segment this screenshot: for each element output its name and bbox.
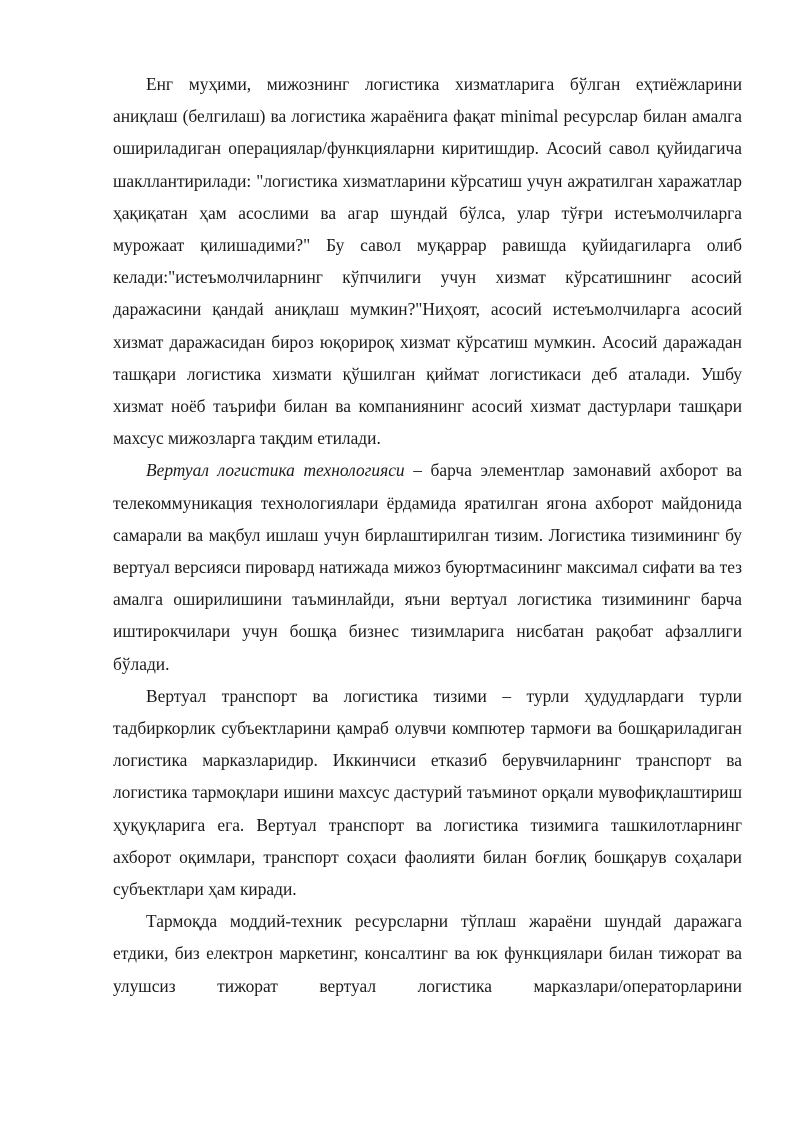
paragraph-3 (113, 680, 742, 905)
paragraph-1 (113, 68, 742, 454)
paragraph-1-text: Енг муҳими, мижознинг логистика хизматларига бўлган еҳтиёжларини аниқлаш (белгилаш) ва логистика жараёнига фақат minimal ресурслар билан амалга ошириладиган операциялар/функцияларни киритишдир. Асосий савол қуйидагича шакллантирилади: "логистика хизматларини кўрсатиш учун ажратилган харажатлар ҳақиқатан ҳам асослими ва агар шундай бўлса, улар тўғри истеъмолчиларга мурожаат қилишадими?" Бу савол муқаррар равишда қуйидагиларга олиб келади:"истеъмолчиларнинг кўпчилиги учун хизмат кўрсатишнинг асосий даражасини қандай аниқлаш мумкин?"Ниҳоят, асосий истеъмолчиларга асосий хизмат даражасидан бироз юқорироқ хизмат кўрсатиш мумкин. Асосий даражадан ташқари логистика хизмати қўшилган қиймат логистикаси деб аталади. Ушбу хизмат ноёб таърифи билан ва компаниянинг асосий хизмат дастурлари ташқари махсус мижозларга тақдим етилади. (113, 74, 742, 449)
paragraph-4 (113, 905, 742, 1002)
paragraph-4-text: Тармоқда моддий-техник ресурсларни тўплаш жараёни шундай даражага етдики, биз електрон маркетинг, консалтинг ва юк функциялари билан тижорат ва улушсиз тижорат вертуал логистика марказлари/операторларини (113, 911, 742, 996)
paragraph-2-text: – барча элементлар замонавий ахборот ва телекоммуникация технологиялари ёрдамида яратилган ягона ахборот майдонида самарали ва мақбул ишлаш учун бирлаштирилган тизим. Логистика тизимининг бу вертуал версияси пировард натижада мижоз буюртмасининг максимал сифати ва тез амалга оширилишини таъминлайди, яъни вертуал логистика тизимининг барча иштирокчилари учун бошқа бизнес тизимларига нисбатан рақобат афзаллиги бўлади. (113, 460, 743, 674)
paragraph-3-text: Вертуал транспорт ва логистика тизими – турли ҳудудлардаги турли тадбиркорлик субъектларини қамраб олувчи компютер тармоғи ва бошқариладиган логистика марказларидир. Иккинчиси етказиб берувчиларнинг транспорт ва логистика тармоқлари ишини махсус дастурий таъминот орқали мувофиқлаштириш ҳуқуқларига ега. Вертуал транспорт ва логистика тизимига ташкилотларнинг ахборот оқимлари, транспорт соҳаси фаолияти билан боғлиқ бошқарув соҳалари субъектлари ҳам киради. (113, 685, 742, 900)
paragraph-2-lead: Вертуал логистика технологияси (146, 460, 405, 481)
document-page (113, 68, 742, 1002)
paragraph-2 (113, 454, 742, 679)
